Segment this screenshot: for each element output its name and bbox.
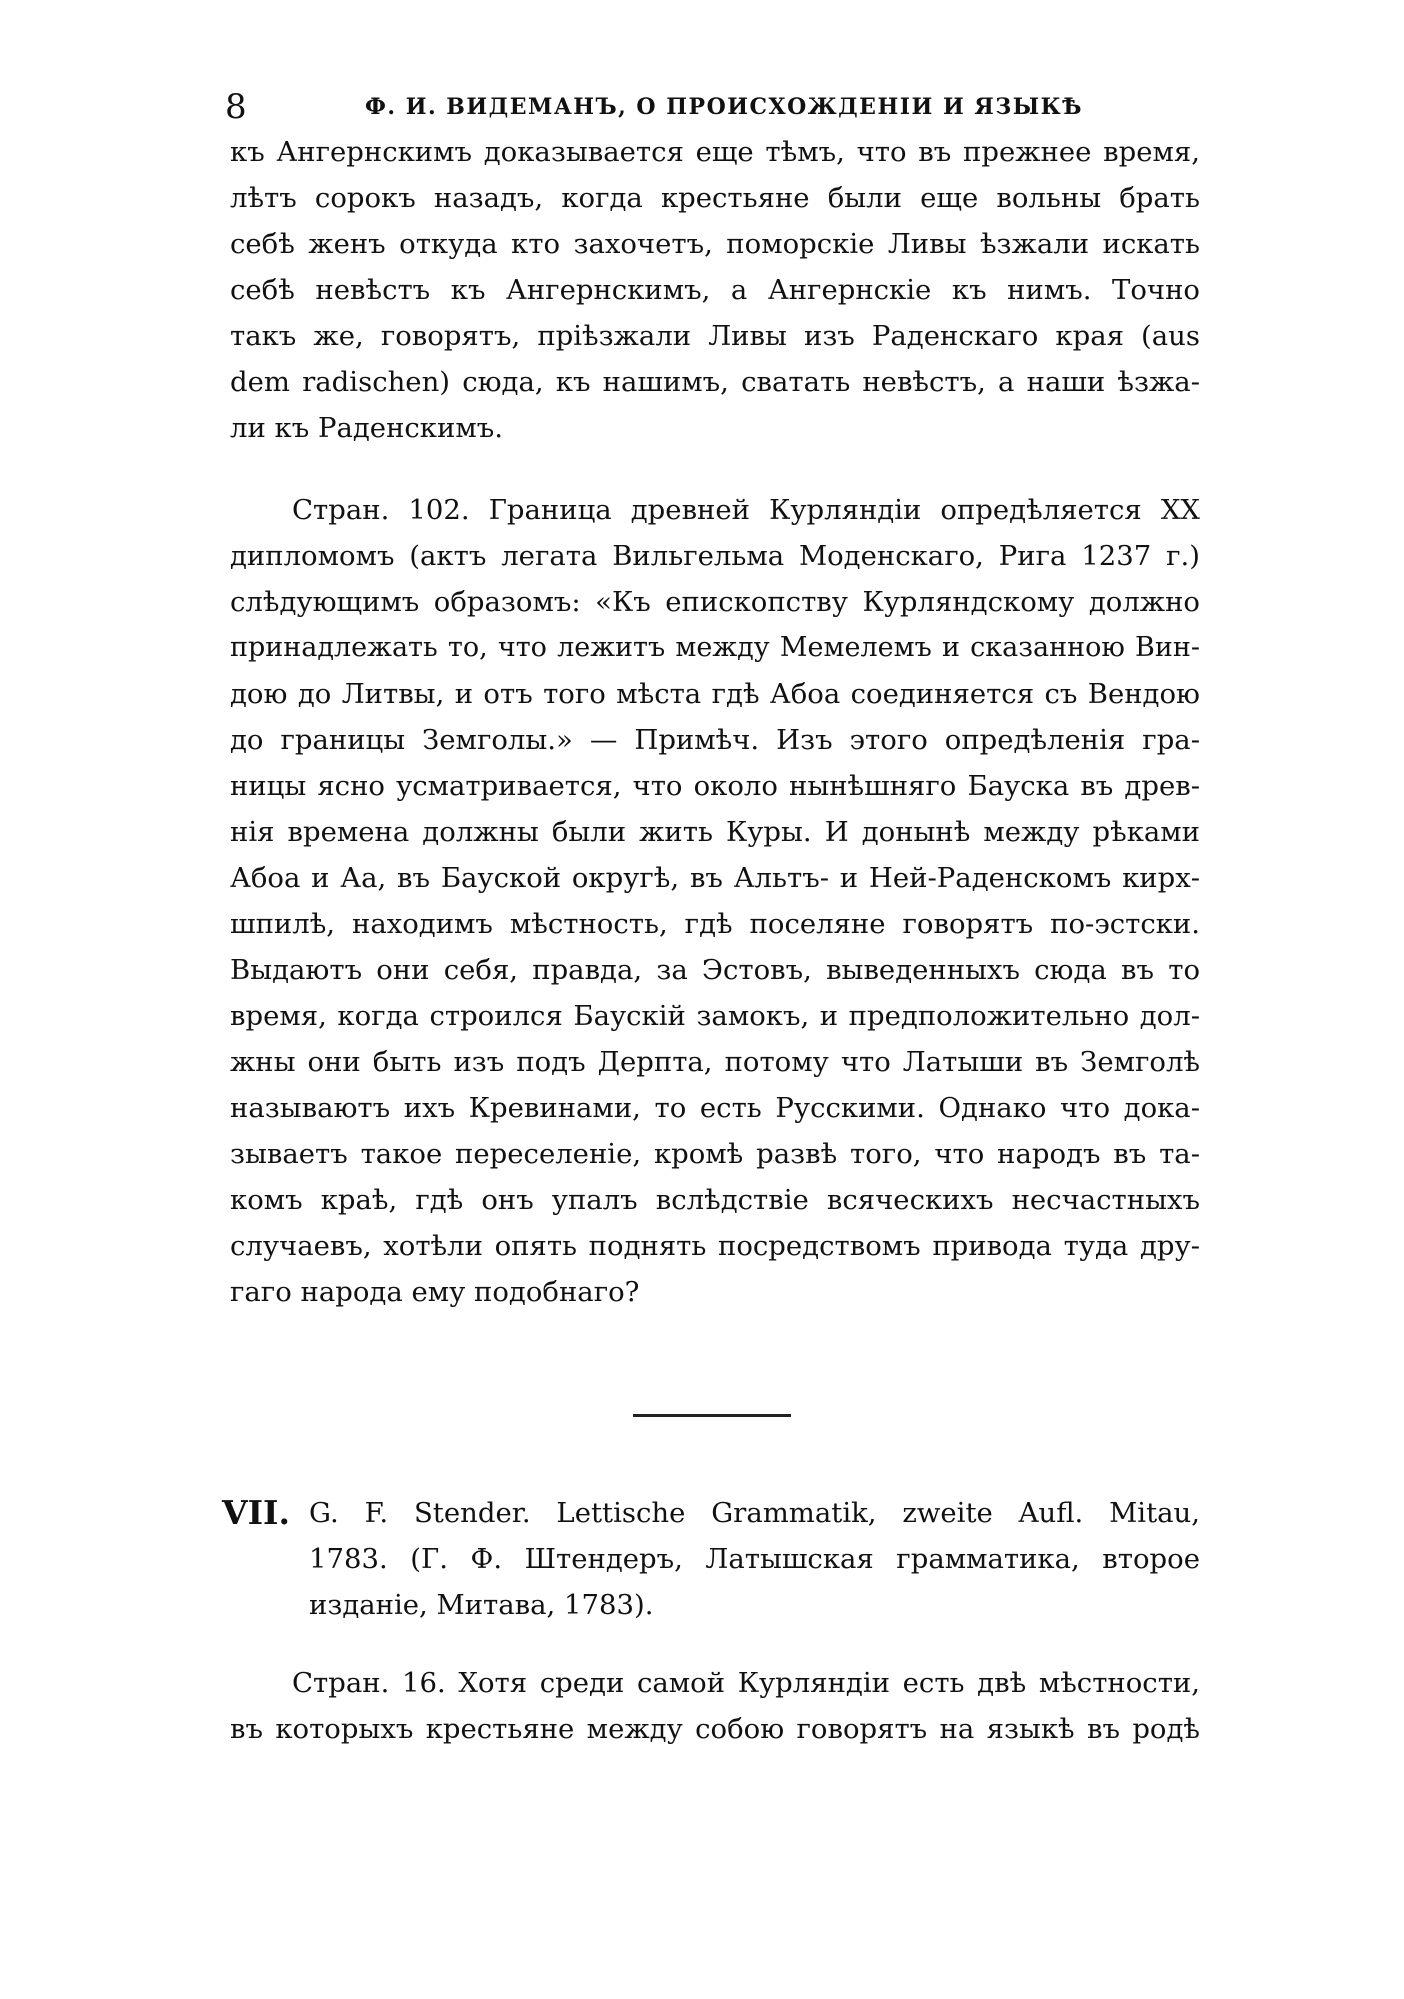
section-title-line: G. F. Stender. Lettische Grammatik, zweite Aufl. Mitau,: [309, 1497, 1200, 1529]
text-line: dem radischen) сюда, къ нашимъ, сватать невѣстъ, а наши ѣзжа-: [230, 366, 1200, 398]
text-line: случаевъ, хотѣли опять поднять посредствомъ привода туда дру-: [230, 1230, 1200, 1262]
text-line: зываетъ такое переселеніе, кромѣ развѣ того, что народъ въ та-: [230, 1138, 1200, 1170]
text-line: называютъ ихъ Кревинами, то есть Русскими. Однако что дока-: [230, 1092, 1200, 1124]
section-number: VII.: [222, 1493, 290, 1532]
page-header: [225, 82, 1205, 132]
text-line: Стран. 102. Граница древней Курляндіи опредѣляется XX: [292, 494, 1200, 526]
text-line: Выдаютъ они себя, правда, за Эстовъ, выведенныхъ сюда въ то: [230, 954, 1200, 986]
text-line: въ которыхъ крестьяне между собою говорятъ на языкѣ въ родѣ: [230, 1713, 1200, 1745]
text-line: Абоа и Аа, въ Бауской округѣ, въ Альтъ- и Ней-Раденскомъ кирх-: [230, 862, 1200, 894]
text-line: комъ краѣ, гдѣ онъ упалъ вслѣдствіе всяческихъ несчастныхъ: [230, 1184, 1200, 1216]
section-divider: [633, 1414, 791, 1417]
text-line: жны они быть изъ подъ Дерпта, потому что Латыши въ Земголѣ: [230, 1046, 1200, 1078]
text-line: слѣдующимъ образомъ: «Къ епископству Курляндскому должно: [230, 586, 1200, 618]
text-line: себѣ женъ откуда кто захочетъ, поморскіе Ливы ѣзжали искать: [230, 228, 1200, 260]
text-line: шпилѣ, находимъ мѣстность, гдѣ поселяне говорятъ по-эстски.: [230, 908, 1200, 940]
section-title-line: изданіе, Митава, 1783).: [309, 1589, 654, 1621]
text-line: Стран. 16. Хотя среди самой Курляндіи есть двѣ мѣстности,: [292, 1667, 1200, 1699]
text-line: себѣ невѣстъ къ Ангернскимъ, а Ангернскіе къ нимъ. Точно: [230, 274, 1200, 306]
section-title-line: 1783. (Г. Ф. Штендеръ, Латышская грамматика, второе: [309, 1543, 1200, 1575]
text-line: лѣтъ сорокъ назадъ, когда крестьяне были еще вольны брать: [230, 182, 1200, 214]
text-line: дипломомъ (актъ легата Вильгельма Моденскаго, Рига 1237 г.): [230, 540, 1200, 572]
text-line: до границы Земголы.» — Примѣч. Изъ этого опредѣленія гра-: [230, 724, 1200, 756]
text-line: къ Ангернскимъ доказывается еще тѣмъ, что въ прежнее время,: [230, 136, 1200, 168]
text-line: нія времена должны были жить Куры. И донынѣ между рѣками: [230, 816, 1200, 848]
text-line: время, когда строился Баускій замокъ, и предположительно дол-: [230, 1000, 1200, 1032]
text-line: ницы ясно усматривается, что около нынѣшняго Бауска въ древ-: [230, 770, 1200, 802]
text-line: ли къ Раденскимъ.: [230, 412, 503, 444]
text-line: гаго народа ему подобнаго?: [230, 1276, 640, 1308]
text-line: принадлежать то, что лежитъ между Мемелемъ и сказанною Вин-: [230, 632, 1200, 663]
text-line: дою до Литвы, и отъ того мѣста гдѣ Абоа соединяется съ Вендою: [230, 678, 1200, 710]
running-title: Ф. И. ВИДЕМАНЪ, О ПРОИСХОЖДЕНІИ И ЯЗЫКѢ: [365, 94, 1084, 120]
page-number: 8: [225, 87, 247, 127]
text-line: такъ же, говорятъ, пріѣзжали Ливы изъ Раденскаго края (aus: [230, 320, 1200, 352]
